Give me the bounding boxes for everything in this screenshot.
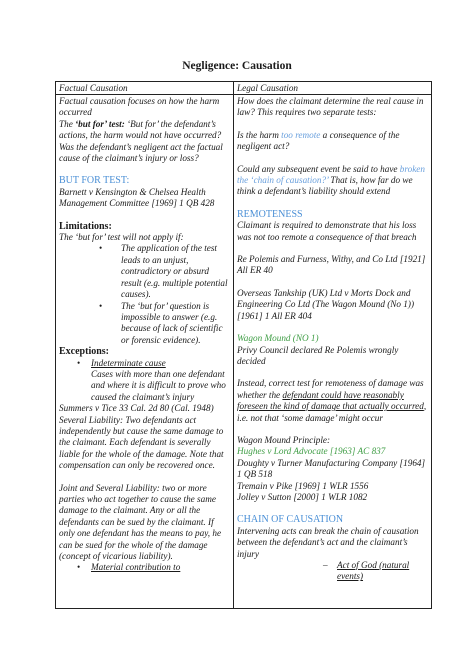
factual-question: Was the defendant’s negligent act the factual cause of the claimant’s injury or loss? (59, 141, 223, 164)
polemis-case: Re Polemis and Furness, Withy, and Co Ltd [1921] All ER 40 (237, 254, 426, 276)
factual-causation-column (59, 82, 231, 574)
list-item: • The ‘but for’ question is impossible to answer (e.g. because of lack of scientific or forensic evidence). (99, 300, 223, 345)
but-for-definition: The ‘but for’ test: ‘But for’ the defendant’s actions, the harm would not have occurred? (59, 118, 222, 141)
exceptions-heading: Exceptions: (59, 346, 109, 358)
factual-intro: Factual causation focuses on how the harm occurred (59, 96, 220, 118)
page-title: Negligence: Causation (182, 60, 292, 72)
but-for-heading: BUT FOR TEST: (59, 175, 130, 187)
privy-council-text: Privy Council declared Re Polemis wrongly decided (237, 344, 399, 366)
limitations-list (59, 243, 231, 346)
list-item: • Indeterminate cause (77, 357, 166, 368)
legal-causation-column (237, 82, 429, 583)
chain-question: Could any subsequent event be said to have broken the ‘chain of causation?’ That is, how far do we think a defendant’s liability should extend (237, 163, 425, 197)
list-item: • Material contribution to (77, 562, 181, 573)
wagon-mound-heading: Wagon Mound (NO 1) (237, 333, 319, 344)
limitations-intro: The ‘but for’ test will not apply if: (59, 232, 184, 243)
indeterminate-text: Cases with more than one defendant and where it is difficult to prove who caused the claimant’s injury (91, 368, 226, 402)
overseas-case: Overseas Tankship (UK) Ltd v Morts Dock and Engineering Co Ltd (The Wagon Mound (No 1)) [1961] 1 All ER 404 (237, 287, 415, 321)
legal-causation-header: Legal Causation (237, 83, 299, 93)
material-list (59, 562, 231, 573)
factual-causation-header: Factual Causation (59, 83, 128, 93)
column-divider (233, 82, 234, 608)
joint-liability: Joint and Several Liability: two or more parties who act together to cause the same damage to the claimant. Any or all the defendants can be sued by the claimant. If only one defendant has the means to pay, he can be sued for the whole of the damage (concept of vicarious liability). (59, 482, 222, 562)
remote-question: Is the harm too remote a consequence of the negligent act? (237, 129, 400, 152)
chain-text: Intervening acts can break the chain of causation between the defendant’s act and the claimant’s injury (237, 525, 419, 559)
barnett-case: Barnett v Kensington & Chelsea Health Management Committee [1969] 1 QB 428 (59, 186, 215, 209)
wagon-mound-principle: Wagon Mound Principle: (237, 434, 331, 445)
remoteness-heading: REMOTENESS (237, 208, 303, 220)
legal-intro: How does the claimant determine the real cause in law? This requires two separate tests: (237, 96, 424, 118)
doughty-case: Doughty v Turner Manufacturing Company [1964] 1 QB 518 (237, 457, 426, 480)
list-item: • The application of the test leads to an unjust, contradictory or absurd result (e.g. multiple potential causes). (99, 243, 228, 300)
act-of-god-item: – Act of God (natural events) (323, 560, 410, 582)
summers-case: Summers v Tice 33 Cal. 2d 80 (Cal. 1948) (59, 403, 214, 414)
limitations-heading: Limitations: (59, 220, 112, 232)
notes-table (55, 81, 432, 609)
jolley-case: Jolley v Sutton [2000] 1 WLR 1082 (237, 491, 368, 502)
tremain-case: Tremain v Pike [1969] 1 WLR 1556 (237, 480, 369, 491)
several-liability: Several Liability: Two defendants act independently but cause the same damage to the claimant. Each defendant is severally liable for the whole of the damage. Note that compensation can only be recovered once. (59, 414, 224, 471)
exceptions-list (59, 358, 231, 369)
remoteness-text: Claimant is required to demonstrate that his loss was not too remote a consequence of that breach (237, 220, 417, 242)
chain-of-causation-heading: CHAIN OF CAUSATION (237, 514, 344, 526)
hughes-case: Hughes v Lord Advocate [1963] AC 837 (237, 446, 386, 457)
foreseeability-text: Instead, correct test for remoteness of damage was whether the defendant could have reasonably foreseen the kind of damage that actually occurred, i.e. not that ‘some damage’ might occur (237, 378, 427, 423)
